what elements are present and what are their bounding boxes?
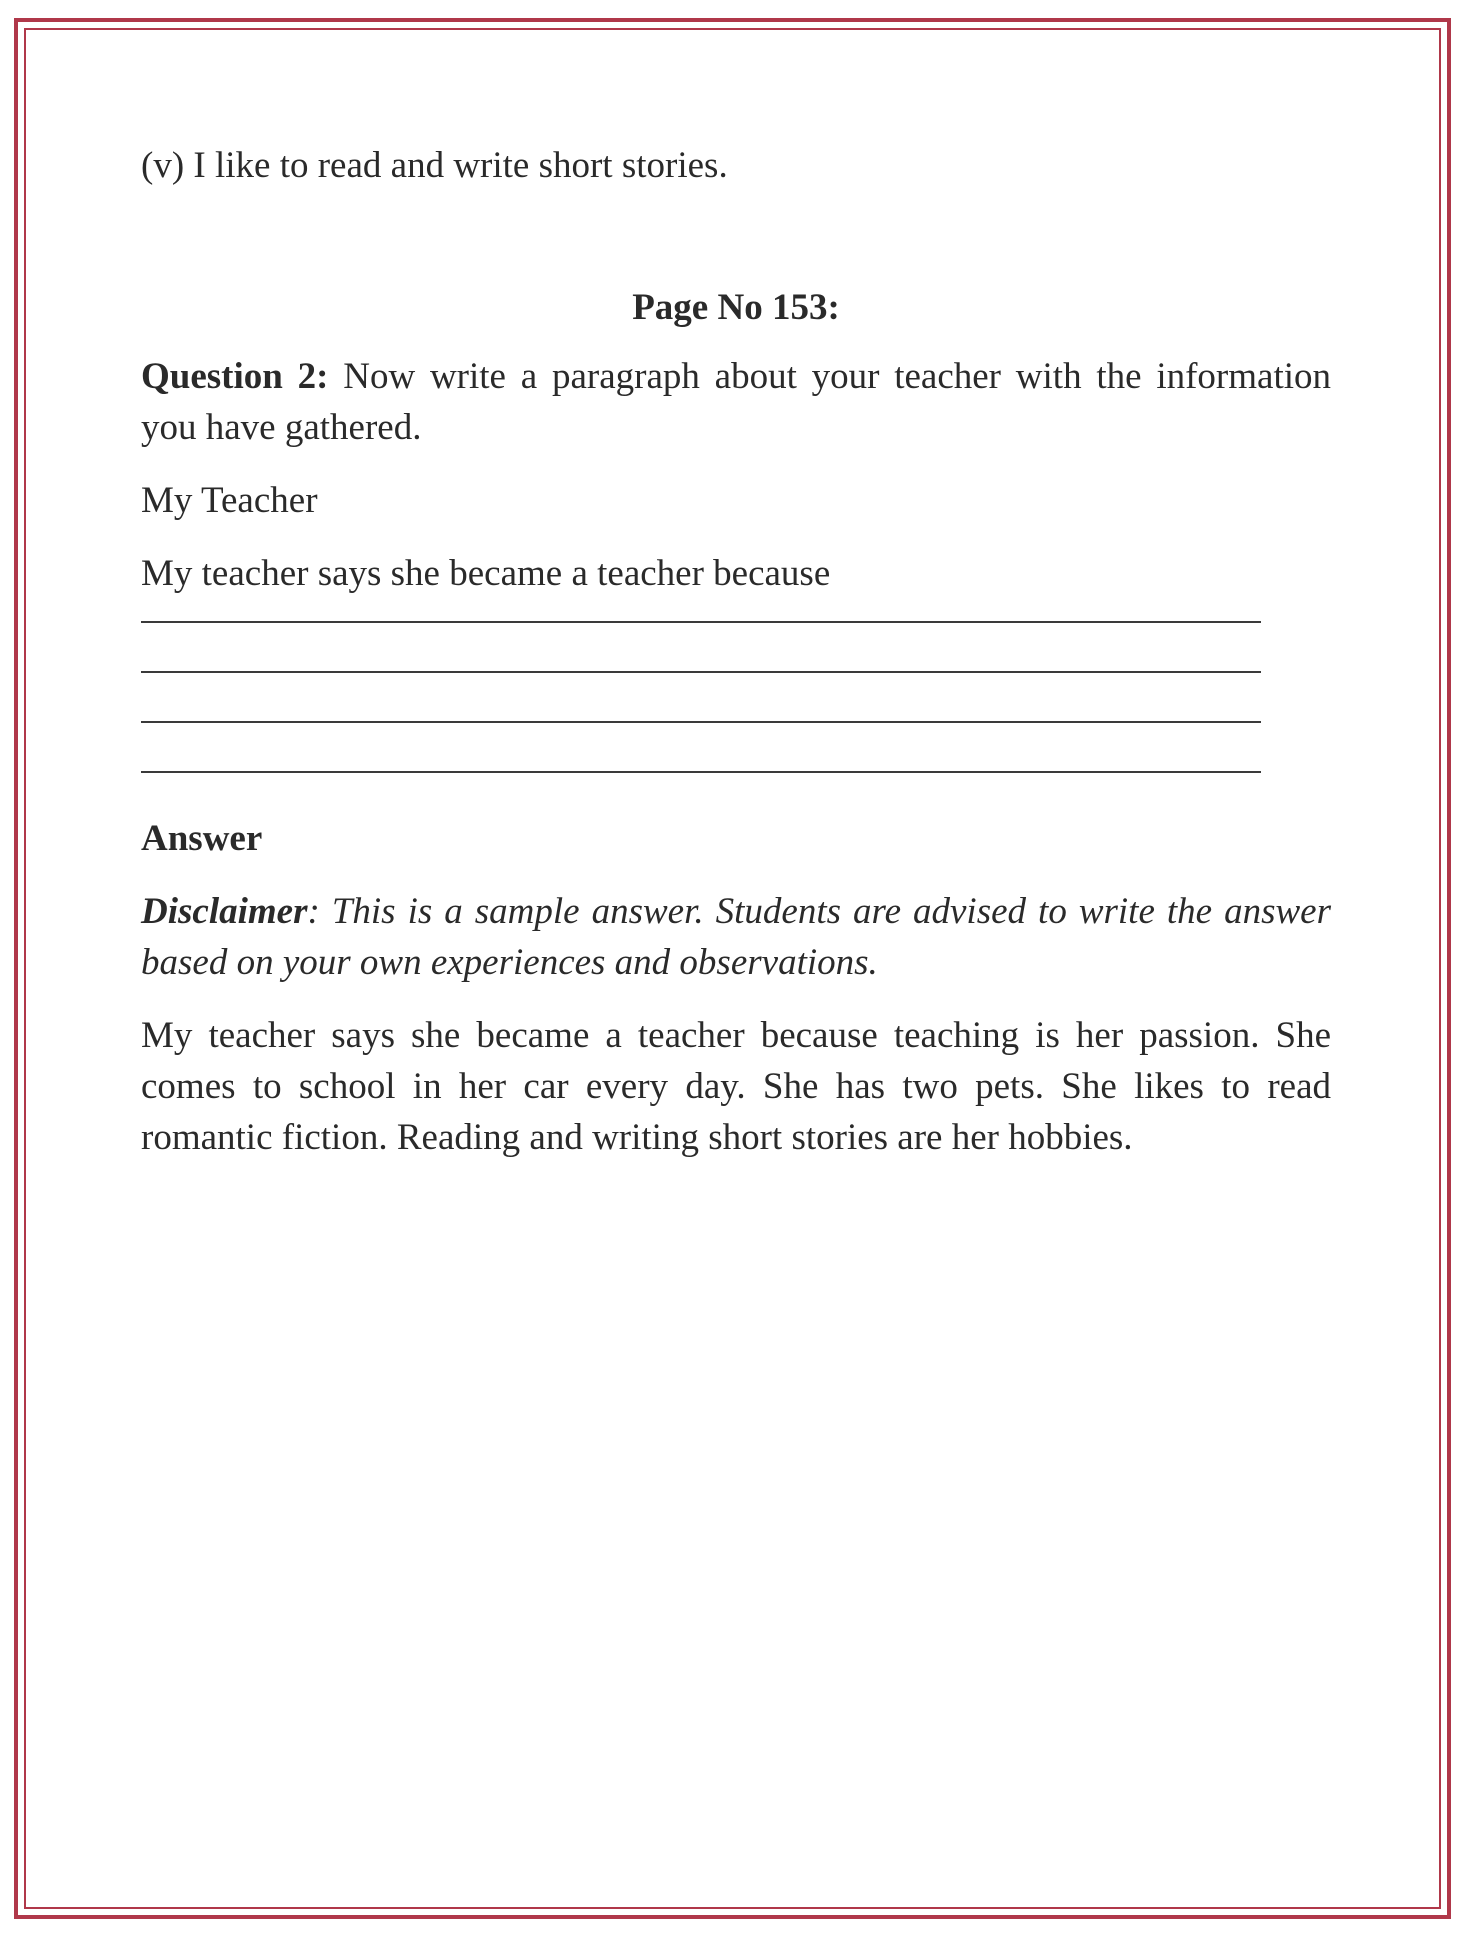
prompt-sentence: My teacher says she became a teacher because: [141, 553, 831, 594]
answer-heading: Answer: [141, 818, 263, 859]
paragraph-title: My Teacher: [141, 480, 318, 521]
disclaimer-text: : This is a sample answer. Students are advised to write the answer based on your own experiences and observations.: [141, 891, 1331, 983]
page-number-heading: Page No 153:: [632, 287, 840, 328]
disclaimer: [141, 886, 1331, 988]
page-content: [141, 140, 1331, 1163]
answer-paragraph: My teacher says she became a teacher because teaching is her passion. She comes to school in her car every day. She has two pets. She likes to read romantic fiction. Reading and writing short stories are her hobbies.: [141, 1015, 1331, 1158]
writing-line: [141, 771, 1261, 773]
question-label: Question 2:: [141, 356, 329, 397]
question-2: [141, 351, 1331, 453]
list-item-v: (v) I like to read and write short stories.: [141, 145, 728, 186]
writing-lines: [141, 621, 1261, 773]
writing-line: [141, 621, 1261, 623]
writing-line: [141, 721, 1261, 723]
question-text: Now write a paragraph about your teacher with the information you have gathered.: [141, 356, 1332, 448]
writing-line: [141, 671, 1261, 673]
disclaimer-label: Disclaimer: [141, 891, 308, 932]
